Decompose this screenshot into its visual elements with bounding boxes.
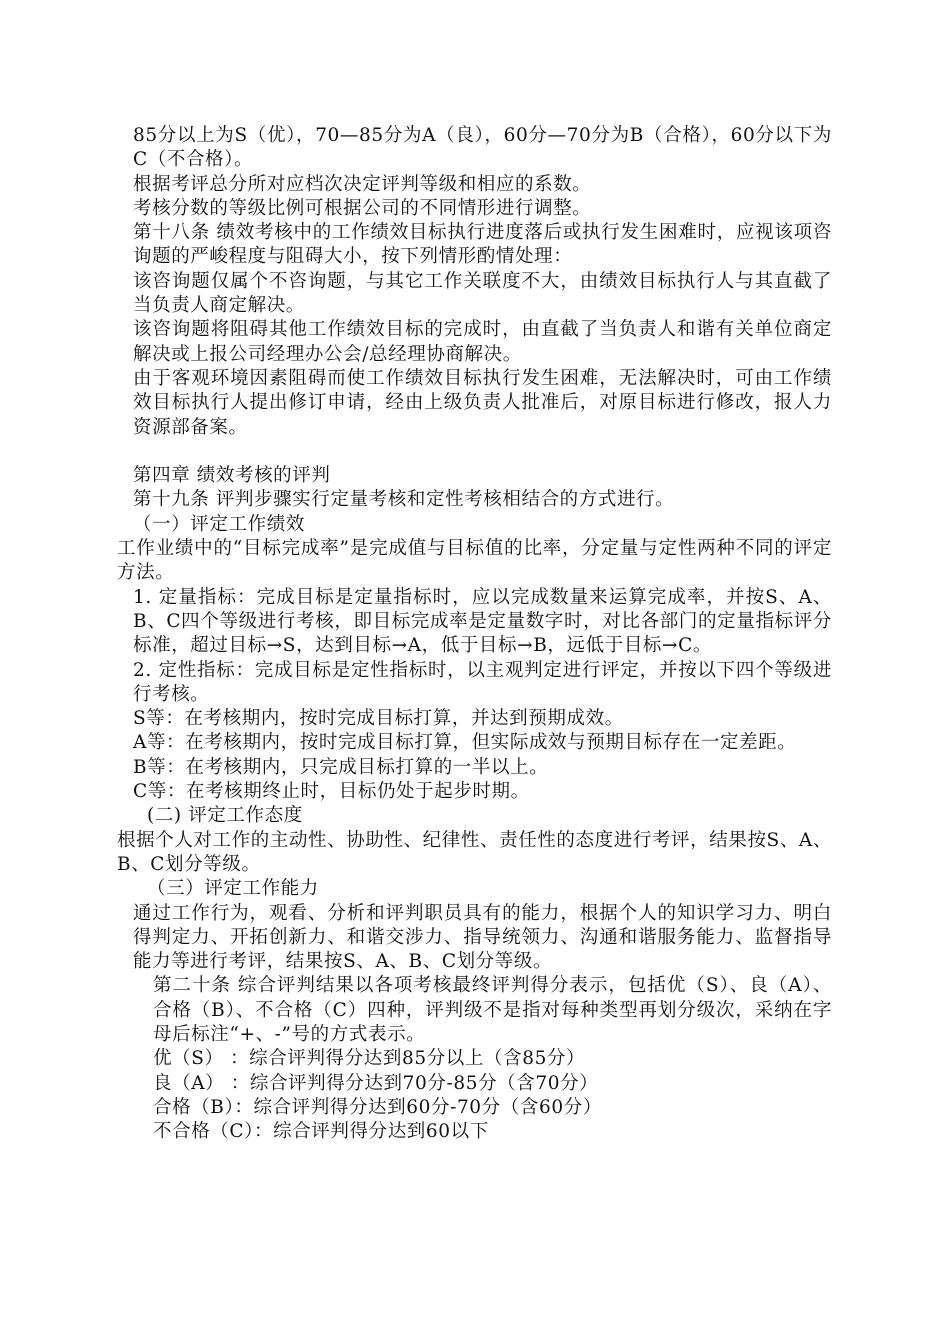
- grade-line: 优（S） ：综合评判得分达到85分以上（含85分）: [153, 1048, 586, 1070]
- grade-line: 不合格（C）：综合评判得分达到60以下: [153, 1121, 489, 1143]
- paragraph: 第十八条 绩效考核中的工作绩效目标执行进度落后或执行发生困难时，应视该项咨询题的严峻程度与阻碍大小，按下列情形酌情处理：: [133, 222, 832, 268]
- paragraph: 工作业绩中的“目标完成率”是完成值与目标值的比率，分定量与定性两种不同的评定方法。: [117, 538, 832, 584]
- paragraph: 考核分数的等级比例可根据公司的不同情形进行调整。: [133, 197, 592, 219]
- section-heading: (二) 评定工作态度: [147, 805, 303, 827]
- paragraph: 通过工作行为，观看、分析和评判职员具有的能力，根据个人的知识学习力、明白得判定力、开拓创新力、和谐交涉力、指导统领力、沟通和谐服务能力、监督指导能力等进行考评，结果按S、A、B、C划分等级。: [133, 902, 832, 973]
- section-heading: （三）评定工作能力: [147, 878, 319, 900]
- chapter-heading: 第四章 绩效考核的评判: [133, 465, 331, 487]
- paragraph: 第十九条 评判步骤实行定量考核和定性考核相结合的方式进行。: [133, 489, 675, 511]
- grade-line: 良（A） ：综合评判得分达到70分-85分（含70分）: [153, 1072, 599, 1094]
- paragraph: B等：在考核期内，只完成目标打算的一半以上。: [133, 756, 549, 778]
- paragraph: 2. 定性指标：完成目标是定性指标时，以主观判定进行评定，并按以下四个等级进行考核。: [133, 659, 832, 705]
- paragraph: 该咨询题仅属个不咨询题，与其它工作关联度不大，由绩效目标执行人与其直截了当负责人商定解决。: [133, 270, 832, 317]
- paragraph: 85分以上为S（优），70—85分为A（良），60分—70分为B（合格），60分以下为C（不合格）。: [133, 125, 832, 171]
- paragraph: 第二十条 综合评判结果以各项考核最终评判得分表示，包括优（S）、良（A）、合格（B）、不合格（C）四种，评判级不是指对每种类型再划分级次，采纳在字母后标注“+、-”号的方式表示。: [153, 975, 832, 1045]
- paragraph: S等：在考核期内，按时完成目标打算，并达到预期成效。: [133, 708, 624, 730]
- blank-line: [117, 440, 832, 464]
- document-body: [117, 124, 832, 1144]
- paragraph: C等：在考核期终止时，目标仍处于起步时期。: [133, 781, 530, 803]
- paragraph: 1. 定量指标：完成目标是定量指标时，应以完成数量来运算完成率，并按S、A、B、C四个等级进行考核，即目标完成率是定量数字时，对比各部门的定量指标评分标准，超过目标→S，达到目标→A，低于目标→B，远低于目标→C。: [133, 586, 832, 657]
- paragraph: 根据个人对工作的主动性、协助性、纪律性、责任性的态度进行考评，结果按S、A、B、C划分等级。: [117, 829, 832, 875]
- section-heading: （一）评定工作绩效: [133, 513, 305, 535]
- paragraph: 由于客观环境因素阻碍而使工作绩效目标执行发生困难，无法解决时，可由工作绩效目标执行人提出修订申请，经由上级负责人批准后，对原目标进行修改，报人力资源部备案。: [133, 367, 832, 438]
- paragraph: 该咨询题将阻碍其他工作绩效目标的完成时，由直截了当负责人和谐有关单位商定解决或上报公司经理办公会/总经理协商解决。: [133, 319, 832, 365]
- grade-line: 合格（B）：综合评判得分达到60分-70分（含60分）: [153, 1096, 602, 1118]
- paragraph: 根据考评总分所对应档次决定评判等级和相应的系数。: [133, 173, 592, 195]
- paragraph: A等：在考核期内，按时完成目标打算，但实际成效与预期目标存在一定差距。: [133, 732, 797, 754]
